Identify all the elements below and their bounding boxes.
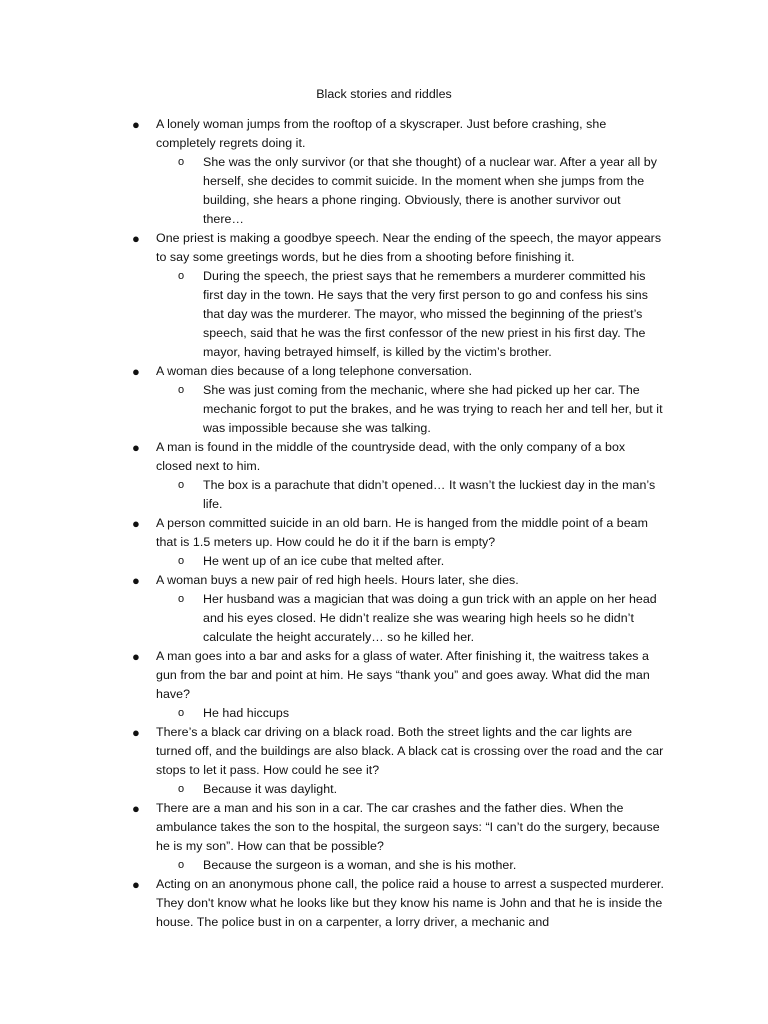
bullet-circle-icon: o — [178, 783, 185, 795]
bullet-disc-icon: ● — [132, 516, 140, 531]
riddle-question — [132, 115, 664, 153]
riddle-answer-text: Her husband was a magician that was doing a gun trick with an apple on her head and his eyes closed. He didn’t realize she was wearing high heels so he didn’t calculate the height accurately… so he killed her. — [203, 592, 657, 644]
bullet-circle-icon: o — [178, 156, 185, 168]
riddle-question-text: A man is found in the middle of the countryside dead, with the only company of a box closed next to him. — [156, 440, 626, 473]
riddle-answer — [178, 856, 663, 875]
riddle-item — [0, 362, 768, 438]
riddle-item — [0, 229, 768, 362]
bullet-disc-icon: ● — [132, 725, 140, 740]
riddle-answer-text: She was just coming from the mechanic, where she had picked up her car. The mechanic forgot to put the brakes, and he was trying to reach her and tell her, but it was impossible because she was talking. — [203, 383, 663, 435]
riddle-question — [132, 875, 665, 932]
riddle-item — [0, 514, 768, 571]
riddle-answer — [178, 153, 663, 229]
bullet-circle-icon: o — [178, 384, 185, 396]
riddle-item — [0, 647, 768, 723]
riddle-answer-text: Because it was daylight. — [203, 782, 338, 796]
riddle-item — [0, 723, 768, 799]
bullet-disc-icon: ● — [132, 231, 140, 246]
riddle-item — [0, 438, 768, 514]
riddle-answer-text: She was the only survivor (or that she thought) of a nuclear war. After a year all by herself, she decides to commit suicide. In the moment when she jumps from the building, she hears a phone ringing. Obviously, there is another survivor out there… — [203, 155, 657, 226]
bullet-disc-icon: ● — [132, 440, 140, 455]
riddle-question — [132, 514, 664, 552]
riddle-item — [0, 571, 768, 647]
riddle-list — [0, 115, 768, 932]
riddle-answer-text: He went up of an ice cube that melted after. — [203, 554, 445, 568]
riddle-answer — [178, 704, 663, 723]
bullet-disc-icon: ● — [132, 649, 140, 664]
riddle-answer-text: Because the surgeon is a woman, and she is his mother. — [203, 858, 517, 872]
riddle-answer — [178, 590, 663, 647]
bullet-disc-icon: ● — [132, 573, 140, 588]
bullet-circle-icon: o — [178, 593, 185, 605]
bullet-disc-icon: ● — [132, 117, 140, 132]
riddle-answer-text: The box is a parachute that didn’t opened… It wasn’t the luckiest day in the man’s life. — [203, 478, 656, 511]
riddle-question-text: A woman dies because of a long telephone conversation. — [156, 364, 473, 378]
bullet-circle-icon: o — [178, 270, 185, 282]
riddle-question — [132, 362, 664, 381]
riddle-question — [132, 799, 664, 856]
riddle-question-text: A lonely woman jumps from the rooftop of a skyscraper. Just before crashing, she completely regrets doing it. — [156, 117, 607, 150]
riddle-answer — [178, 476, 663, 514]
bullet-circle-icon: o — [178, 859, 185, 871]
bullet-disc-icon: ● — [132, 877, 140, 892]
riddle-item — [0, 799, 768, 875]
document-title: Black stories and riddles — [316, 87, 452, 101]
riddle-answer — [178, 381, 663, 438]
riddle-item — [0, 875, 768, 932]
bullet-disc-icon: ● — [132, 364, 140, 379]
riddle-question — [132, 438, 664, 476]
riddle-item — [0, 115, 768, 229]
riddle-answer — [178, 780, 663, 799]
riddle-answer — [178, 552, 663, 571]
riddle-answer-text: He had hiccups — [203, 706, 290, 720]
bullet-circle-icon: o — [178, 555, 185, 567]
riddle-question-text: A person committed suicide in an old barn. He is hanged from the middle point of a beam that is 1.5 meters up. How could he do it if the barn is empty? — [156, 516, 648, 549]
bullet-circle-icon: o — [178, 707, 185, 719]
riddle-question-text: There are a man and his son in a car. The car crashes and the father dies. When the ambulance takes the son to the hospital, the surgeon says: “I can’t do the surgery, because he is my son”. How can that be possible? — [156, 801, 660, 853]
riddle-question-text: There’s a black car driving on a black road. Both the street lights and the car lights are turned off, and the buildings are also black. A black cat is crossing over the road and the car stops to let it pass. How could he see it? — [156, 725, 664, 777]
riddle-question — [132, 647, 664, 704]
riddle-question — [132, 571, 664, 590]
riddle-question-text: One priest is making a goodbye speech. Near the ending of the speech, the mayor appears to say some greetings words, but he dies from a shooting before finishing it. — [156, 231, 662, 264]
riddle-answer-text: During the speech, the priest says that he remembers a murderer committed his first day in the town. He says that the very first person to go and confess his sins that day was the murderer. The mayor, who missed the beginning of the priest’s speech, said that he was the first confessor of the new priest in his first day. The mayor, having betrayed himself, is killed by the victim’s brother. — [203, 269, 648, 359]
riddle-answer — [178, 267, 663, 362]
riddle-question — [132, 723, 664, 780]
riddle-question-text: A man goes into a bar and asks for a glass of water. After finishing it, the waitress takes a gun from the bar and point at him. He says “thank you” and goes away. What did the man have? — [156, 649, 650, 701]
riddle-question-text: Acting on an anonymous phone call, the police raid a house to arrest a suspected murderer. They don't know what he looks like but they know his name is John and that he is inside the house. The police bust in on a carpenter, a lorry driver, a mechanic and — [156, 877, 665, 929]
riddle-question — [132, 229, 664, 267]
bullet-circle-icon: o — [178, 479, 185, 491]
bullet-disc-icon: ● — [132, 801, 140, 816]
riddle-question-text: A woman buys a new pair of red high heels. Hours later, she dies. — [156, 573, 519, 587]
